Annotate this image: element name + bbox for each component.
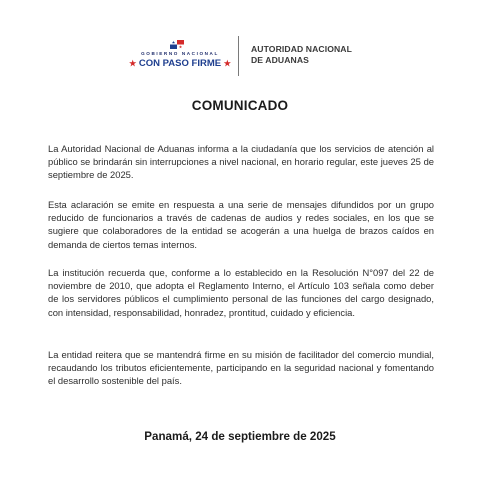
red-star-icon: ★ — [129, 59, 137, 68]
header — [0, 36, 480, 80]
paragraph-2: Esta aclaración se emite en respuesta a una serie de mensajes difundidos por un grupo reducido de funcionarios a través de cadenas de audios y redes sociales, en los que se sugiere que colaboradores de la entidad se acogerán a una huelga de brazos caídos en demanda de ciertos temas internos. — [48, 199, 434, 250]
header-divider — [238, 36, 239, 76]
place-date-line: Panamá, 24 de septiembre de 2025 — [144, 430, 336, 443]
slogan-text: CON PASO FIRME — [138, 58, 222, 69]
panama-flag-icon — [170, 40, 184, 49]
gobierno-nacional-logo — [128, 40, 232, 76]
document-title: COMUNICADO — [191, 98, 289, 113]
slogan-label — [128, 58, 232, 69]
paragraph-4: La entidad reitera que se mantendrá firme en su misión de facilitador del comercio mundial, recaudando los tributos eficientemente, participando en la seguridad nacional y fomentando el desarrollo sostenible del país. — [48, 349, 434, 387]
red-star-icon: ★ — [223, 59, 231, 68]
agency-name-line2: DE ADUANAS — [251, 55, 309, 65]
agency-name — [251, 44, 352, 66]
paragraph-1: La Autoridad Nacional de Aduanas informa a la ciudadanía que los servicios de atención al público se brindarán sin interrupciones a nivel nacional, en horario regular, este jueves 25 de septiembre de 2025. — [48, 143, 434, 181]
paragraph-3: La institución recuerda que, conforme a lo establecido en la Resolución N°097 del 22 de noviembre de 2010, que adopta el Reglamento Interno, el Artículo 103 señala como deber de los servidores públicos el cumplimiento personal de las funciones del cargo designado, con intensidad, responsabilidad, honradez, prontitud, cuidado y eficiencia. — [48, 267, 434, 318]
agency-name-line1: AUTORIDAD NACIONAL — [251, 44, 352, 54]
gobierno-nacional-label: GOBIERNO NACIONAL — [141, 51, 219, 56]
